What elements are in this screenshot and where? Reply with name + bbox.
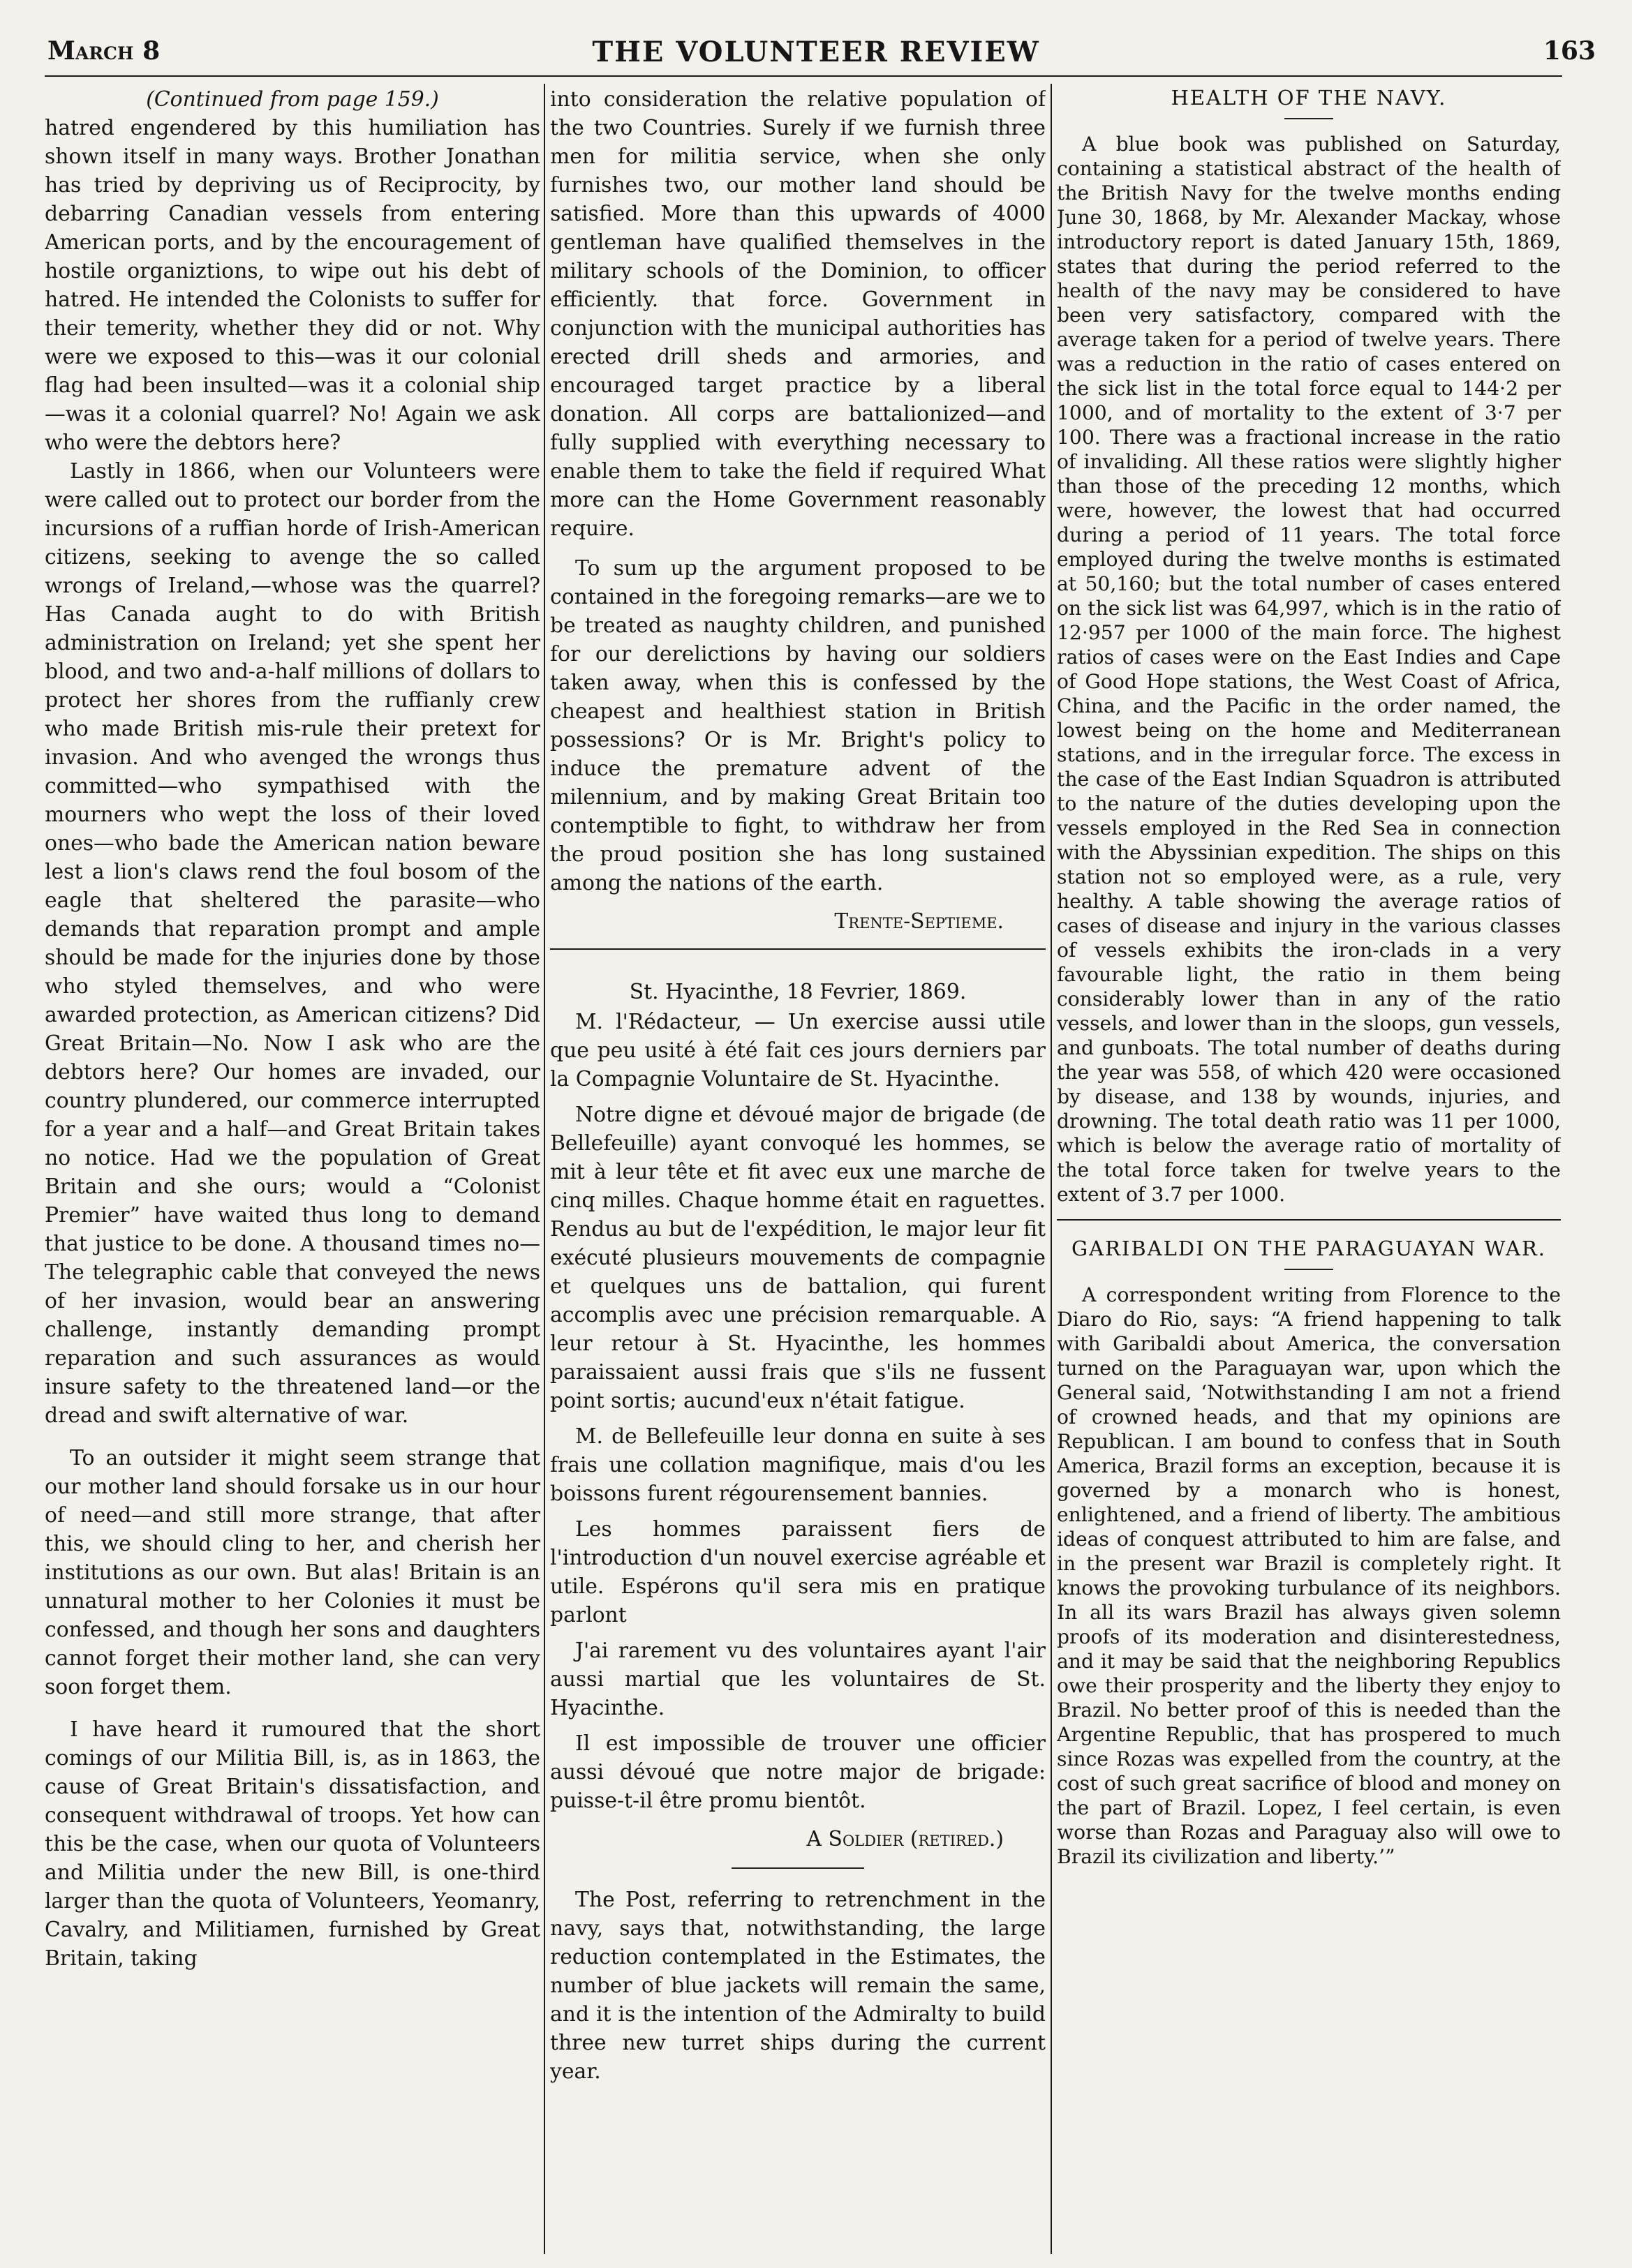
- paragraph: To sum up the argument proposed to be contained in the foregoing remarks—are we to be treated as naughty children, and punished for our derelictions by having our soldiers taken away, when this is confessed by the cheapest and healthiest station in British possessions? Or is Mr. Bright's policy to induce the premature advent of the milennium, and by making Great Britain too contemptible to fight, to withdraw her from the proud position she has long sustained among the nations of the earth.: [550, 556, 1046, 895]
- section-divider: [1057, 1219, 1561, 1221]
- paragraph: I have heard it rumoured that the short comings of our Militia Bill, is, as in 1863, the cause of Great Britain's dissatisfaction, and consequent withdrawal of troops. Yet how can this be the case, when our quota of Volunteers and Militia under the new Bill, is one-third larger than the quota of Volunteers, Yeomanry, Cavalry, and Militiamen, furnished by Great Britain, taking: [45, 1717, 540, 1971]
- paragraph: The Post, referring to retrenchment in the navy, says that, notwithstanding, the large reduction contemplated in the Estimates, the number of blue jackets will remain the same, and it is the intention of the Admiralty to build three new turret ships during the current year.: [550, 1888, 1046, 2084]
- column-3: [1057, 85, 1561, 1869]
- paragraph: Lastly in 1866, when our Volunteers were were called out to protect our border from the incursions of a ruffian horde of Irish-American citizens, seeking to avenge the so called wrongs of Ireland,—whose was the quarrel? Has Canada aught to do with British administration on Ireland; yet she spent her blood, and two and-a-half millions of dollars to protect her shores from the ruffianly crew who made British mis-rule their pretext for invasion. And who avenged the wrongs thus committed—who sympathised with the mourners who wept the loss of their loved ones—who bade the American nation beware lest a lion's claws rend the foul bosom of the eagle that sheltered the parasite—who demands that reparation prompt and ample should be made for the injuries done by those who styled themselves, and who were awarded protection, as American citizens? Did Great Britain—No. Now I ask who are the debtors here? Our homes are invaded, our country plundered, our commerce interrupted for a year and a half—and Great Britain takes no notice. Had we the population of Great Britain and she ours; would a “Colonist Premier” have waited thus long to demand that justice to be done. A thousand times no—The telegraphic cable that conveyed the news of her invasion, would bear an answering challenge, instantly demanding prompt reparation and such assurances as would insure safety to the threatened land—or the dread and swift alternative of war.: [45, 459, 540, 1428]
- section-divider: [550, 948, 1046, 950]
- page-number: 163: [1543, 36, 1596, 66]
- paragraph: J'ai rarement vu des voluntaires ayant l'air aussi martial que les voluntaires de St. Hyacinthe.: [550, 1639, 1046, 1720]
- paragraph: To an outsider it might seem strange that our mother land should forsake us in our hour of need—and still more strange, that after this, we should cling to her, and cherish her institutions as our own. But alas! Britain is an unnatural mother to her Colonies it must be confessed, and though her sons and daughters cannot forget their mother land, she can very soon forget them.: [45, 1446, 540, 1699]
- column-rule-1: [544, 84, 545, 2254]
- column-1: [45, 85, 540, 1973]
- paragraph: A correspondent writing from Florence to the Diaro do Rio, says: “A friend happening to talk with Garibaldi about America, the conversation turned on the Paraguayan war, upon which the General said, ‘Notwithstanding I am not a friend of crowned heads, and that my opinions are Republican. I am bound to confess that in South America, Brazil forms an exception, because it is governed by a monarch who is honest, enlightened, and a friend of liberty. The ambitious ideas of conquest attributed to him are false, and in the present war Brazil is completely right. It knows the provoking turbulance of its neighbors. In all its wars Brazil has always given solemn proofs of its moderation and disinterestedness, and it may be said that the neighboring Republics owe their prosperity and the liberty they enjoy to Brazil. No better proof of this is needed than the Argentine Republic, that has prospered to much since Rozas was expelled from the country, at the cost of such great sacrifice of blood and money on the part of Brazil. Lopez, I feel certain, is even worse than Rozas and Paraguay also will owe to Brazil its civilization and liberty.’”: [1057, 1283, 1561, 1868]
- section-heading: GARIBALDI ON THE PARAGUAYAN WAR.: [1071, 1237, 1547, 1260]
- paragraph: hatred engendered by this humiliation has shown itself in many ways. Brother Jonathan has tried by depriving us of Reciprocity, by debarring Canadian vessels from entering American ports, and by the encouragement of hostile organiztions, to wipe out his debt of hatred. He intended the Colonists to suffer for their temerity, whether they did or not. Why were we exposed to this—was it our colonial flag had been insulted—was it a colonial ship—was it a colonial quarrel? No! Again we ask who were the debtors here?: [45, 116, 540, 455]
- heading-divider: [1284, 1269, 1333, 1270]
- paragraph: Il est impossible de trouver une officier aussi dévoué que notre major de brigade: puisse-t-il être promu bientôt.: [550, 1731, 1046, 1813]
- issue-date: March 8: [47, 36, 161, 66]
- section-heading: HEALTH OF THE NAVY.: [1171, 86, 1447, 110]
- header-rule: [45, 75, 1562, 77]
- paragraph: M. l'Rédacteur, — Un exercise aussi utile que peu usité à été fait ces jours derniers par la Compagnie Voluntaire de St. Hyacinthe.: [550, 1010, 1046, 1091]
- ornament-divider: [732, 1867, 864, 1869]
- paragraph: Les hommes paraissent fiers de l'introduction d'un nouvel exercise agréable et utile. Espérons qu'il sera mis en pratique parlont: [550, 1517, 1046, 1627]
- dateline: St. Hyacinthe, 18 Fevrier, 1869.: [629, 980, 967, 1004]
- masthead-title: THE VOLUNTEER REVIEW: [592, 36, 1040, 68]
- column-2: [550, 85, 1046, 2086]
- continued-note: (Continued from page 159.): [146, 87, 439, 112]
- paragraph: into consideration the relative population of the two Countries. Surely if we furnish three men for militia service, when she only furnishes two, our mother land should be satisfied. More than this upwards of 4000 gentleman have qualified themselves in the military schools of the Dominion, to officer efficiently. that force. Government in conjunction with the municipal authorities has erected drill sheds and armories, and encouraged target practice by a liberal donation. All corps are battalionized—and fully supplied with everything necessary to enable them to take the field if required What more can the Home Government reasonably require.: [550, 87, 1046, 541]
- paragraph: M. de Bellefeuille leur donna en suite à ses frais une collation magnifique, mais d'ou les boissons furent régourensement bannies.: [550, 1424, 1046, 1506]
- signature: A Soldier (retired.): [806, 1827, 1004, 1851]
- heading-divider: [1284, 118, 1333, 119]
- paragraph: Notre digne et dévoué major de brigade (de Bellefeuille) ayant convoqué les hommes, se mit à leur tête et fit avec eux une marche de cinq milles. Chaque homme était en raguettes. Rendus au but de l'expédition, le major leur fit exécuté plusieurs mouvements de compagnie et quelques uns de battalion, qui furent accomplis avec une précision remarquable. A leur retour à St. Hyacinthe, les hommes paraissaient aussi frais que s'ils ne fussent point sortis; aucund'eux n'était fatigue.: [550, 1103, 1046, 1413]
- column-rule-2: [1051, 84, 1052, 2254]
- signature: Trente-Septieme.: [834, 909, 1004, 934]
- paragraph: A blue book was published on Saturday, containing a statistical abstract of the health of the British Navy for the twelve months ending June 30, 1868, by Mr. Alexander Mackay, whose introductory report is dated January 15th, 1869, states that during the period referred to the health of the navy may be considered to have been very satisfactory, compared with the average taken for a period of twelve years. There was a reduction in the ratio of cases entered on the sick list in the total force equal to 144·2 per 1000, and of mortality to the extent of 3·7 per 100. There was a fractional increase in the ratio of invaliding. All these ratios were slightly higher than those of the preceding 12 months, which were, however, the lowest that had occurred during a period of 11 years. The total force employed during the twelve months is estimated at 50,160; but the total number of cases entered on the sick list was 64,997, which is in the ratio of 12·957 per 1000 of the main force. The highest ratios of cases were on the East Indies and Cape of Good Hope stations, the West Coast of Africa, China, and the Pacific in the order named, the lowest being on the home and Mediterranean stations, and in the irregular force. The excess in the case of the East Indian Squadron is attributed to the nature of the duties developing upon the vessels employed in the Red Sea in connection with the Abyssinian expedition. The ships on this station not so employed were, as a rule, very healthy. A table showing the average ratios of cases of disease and injury in the various classes of vessels exhibits the iron-clads in a very favourable light, the ratio in them being considerably lower than in any of the ratio vessels, and lower than in the sloops, gun vessels, and gunboats. The total number of deaths during the year was 558, of which 420 were occasioned by disease, and 138 by wounds, injuries, and drowning. The total death ratio was 11 per 1000, which is below the average ratio of mortality of the total force taken for twelve years to the extent of 3.7 per 1000.: [1057, 133, 1561, 1206]
